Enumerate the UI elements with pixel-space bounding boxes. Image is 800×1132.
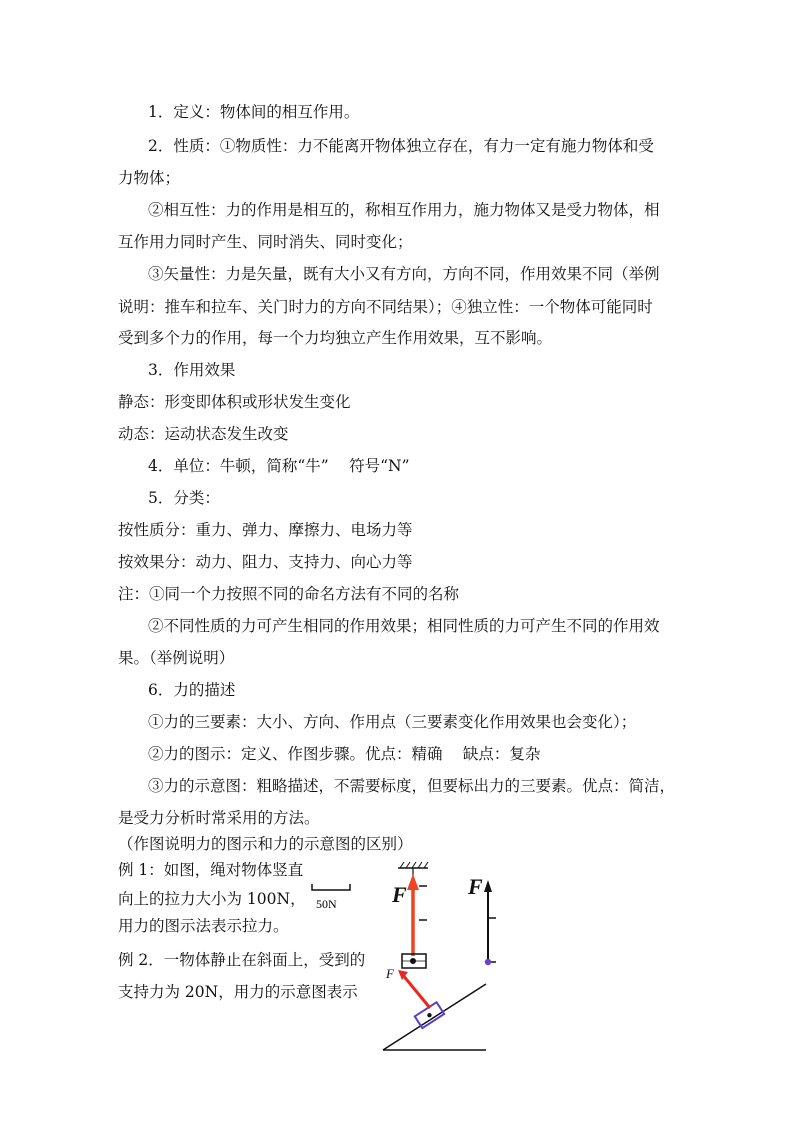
unit-line: 4．单位：牛顿，简称“牛” 符号“N” (148, 457, 410, 475)
property-line: 2．性质：①物质性：力不能离开物体独立存在，有力一定有施力物体和受 (148, 137, 654, 155)
by-nature: 按性质分：重力、弹力、摩擦力、电场力等 (118, 521, 413, 539)
graph-arrowhead (484, 880, 492, 892)
example-2-line-2: 支持力为 20N，用力的示意图表示 (118, 983, 358, 1001)
scale-bar (308, 880, 356, 912)
normal-force-arrow (398, 970, 430, 1008)
static-effect: 静态：形变即体积或形状发生变化 (118, 393, 351, 411)
action-point (410, 958, 416, 964)
def-line: 1．定义：物体间的相互作用。 (148, 103, 360, 121)
example-1-line-1: 例 1：如图，绳对物体竖直 (118, 861, 304, 879)
property-line-cont: 力物体； (118, 169, 181, 187)
mutual-line: ②相互性：力的作用是相互的，称相互作用力，施力物体又是受力物体，相 (148, 201, 660, 219)
force-label-f-right: F (468, 874, 483, 899)
graph-endpoint (485, 959, 491, 965)
vector-line: ③矢量性：力是矢量，既有大小又有方向，方向不同，作用效果不同（举例 (148, 265, 660, 283)
ceiling-support (398, 862, 428, 868)
effect-heading: 3．作用效果 (148, 361, 236, 379)
independence-line: 受到多个力的作用，每一个力均独立产生作用效果，互不影响。 (118, 329, 553, 347)
pull-force-arrow (407, 874, 419, 956)
describe-heading: 6．力的描述 (148, 681, 236, 699)
note-line-2: ②不同性质的力可产生相同的作用效果；相同性质的力可产生不同的作用效 (148, 617, 660, 635)
force-sketch-cont: 是受力分析时常采用的方法。 (118, 809, 320, 827)
example-2-line-1: 例 2．一物体静止在斜面上，受到的 (118, 951, 366, 969)
three-elements: ①力的三要素：大小、方向、作用点（三要素变化作用效果也会变化）； (148, 713, 637, 731)
force-label-f: F (392, 882, 407, 907)
force-sketch: ③力的示意图：粗略描述，不需要标度，但要标出力的三要素。优点：简洁， (148, 777, 676, 795)
dynamic-effect: 动态：运动状态发生改变 (118, 425, 289, 443)
vector-line-cont: 说明：推车和拉车、关门时力的方向不同结果）；④独立性：一个物体可能同时 (118, 298, 653, 316)
force-diagram (378, 858, 508, 1058)
incline (383, 984, 486, 1050)
example-1-line-2: 向上的拉力大小为 100N， (118, 890, 306, 908)
scale-label: 50N (316, 897, 337, 911)
by-effect: 按效果分：动力、阻力、支持力、向心力等 (118, 553, 413, 571)
force-label-f-incline: F (386, 966, 394, 981)
category-heading: 5．分类： (148, 489, 220, 507)
mutual-line-cont: 互作用力同时产生、同时消失、同时变化； (118, 233, 413, 251)
example-1-line-3: 用力的图示法表示拉力。 (118, 917, 289, 935)
figure-note: （作图说明力的图示和力的示意图的区别） (118, 835, 413, 853)
note-line-2-cont: 果。（举例说明） (118, 649, 235, 667)
note-line: 注：①同一个力按照不同的命名方法有不同的名称 (118, 585, 460, 603)
force-graph: ②力的图示：定义、作图步骤。优点：精确 缺点：复杂 (148, 745, 541, 763)
